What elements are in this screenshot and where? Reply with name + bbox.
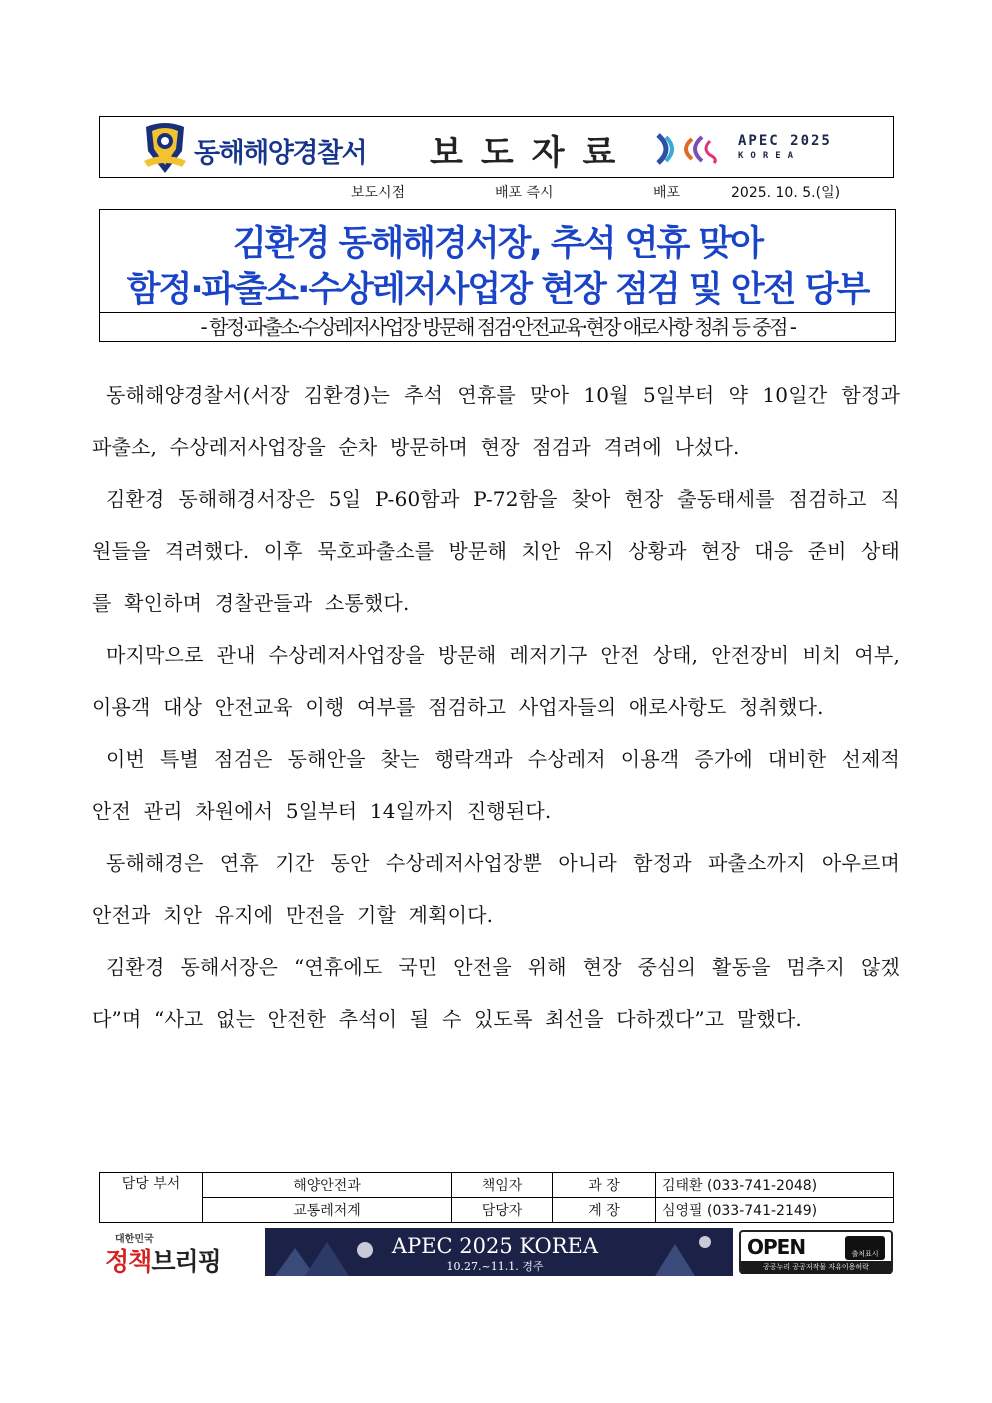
apec-logo-icon — [652, 131, 732, 167]
release-date-value: 2025. 10. 5.(일) — [731, 185, 841, 201]
headline-line-1: 김환경 동해해경서장, 추석 연휴 맞아 — [232, 224, 763, 264]
attribution-badge: 출처표시 — [845, 1236, 885, 1260]
footer-banner — [99, 1228, 896, 1278]
release-time-value: 배포 즉시 — [495, 185, 554, 201]
paragraph: 이번 특별 점검은 동해안을 찾는 행락객과 수상레저 이용객 증가에 대비한 선제적 안전 관리 차원에서 5일부터 14일까지 진행된다. — [92, 747, 900, 823]
apec-logo-text — [738, 134, 832, 164]
table-row — [100, 1198, 894, 1223]
policy-briefing-a: 정책 — [105, 1247, 152, 1276]
article-body — [92, 369, 900, 1045]
paragraph: 마지막으로 관내 수상레저사업장을 방문해 레저기구 안전 상태, 안전장비 비치 여부, 이용객 대상 안전교육 이행 여부를 점검하고 사업자들의 애로사항도 청취했다. — [92, 643, 900, 719]
paragraph: 김환경 동해서장은 “연휴에도 국민 안전을 위해 현장 중심의 활동을 멈추지 않겠다”며 “사고 없는 안전한 추석이 될 수 있도록 최선을 다하겠다”고 말했다. — [92, 955, 900, 1031]
dept-label: 담당 부서 — [100, 1173, 203, 1223]
release-time-label: 보도시점 — [351, 185, 406, 201]
org-name: 동해해양경찰서 — [194, 138, 367, 169]
paragraph: 동해해경은 연휴 기간 동안 수상레저사업장뿐 아니라 함정과 파출소까지 아우르며 안전과 치안 유지에 만전을 기할 계획이다. — [92, 851, 900, 927]
subheadline: - 함정·파출소·수상레저사업장 방문해 점검·안전교육·현장 애로사항 청취 등 중점 - — [100, 312, 895, 342]
title-2: 계 장 — [553, 1198, 656, 1223]
open-license-badge[interactable] — [739, 1230, 893, 1274]
role-2-label: 담당자 — [452, 1198, 553, 1223]
role-1-label: 책임자 — [452, 1173, 553, 1198]
person-2: 심영필 (033-741-2149) — [656, 1198, 894, 1223]
policy-briefing-b: 브리핑 — [151, 1247, 221, 1276]
release-info — [99, 180, 894, 202]
banner-date: 10.27.~11.1. 경주 — [446, 1260, 544, 1273]
paragraph: 김환경 동해해경서장은 5일 P-60함과 P-72함을 찾아 현장 출동태세를 점검하고 직원들을 격려했다. 이후 묵호파출소를 방문해 치안 유지 상황과 현장 대응 준비 상태를 확인하며 경찰관들과 소통했다. — [92, 487, 900, 615]
dept-1: 해양안전과 — [203, 1173, 452, 1198]
coast-guard-emblem-icon — [142, 121, 188, 175]
press-header — [99, 116, 894, 178]
policy-briefing-small: 대한민국 — [115, 1234, 154, 1245]
person-1: 김태환 (033-741-2048) — [656, 1173, 894, 1198]
apec-banner[interactable] — [265, 1228, 733, 1276]
release-date-label: 배포 — [653, 185, 681, 201]
open-text: OPEN — [747, 1235, 806, 1259]
dept-2: 교통레저계 — [203, 1198, 452, 1223]
open-caption: 공공누리 공공저작물 자유이용허락 — [741, 1261, 891, 1274]
press-release-title: 보도자료 — [430, 133, 634, 173]
apec-sub: KOREA — [738, 151, 801, 161]
banner-title: APEC 2025 KOREA — [391, 1234, 599, 1258]
headline-line-2: 함정·파출소·수상레저사업장 현장 점검 및 안전 당부 — [126, 270, 869, 310]
paragraph: 동해해양경찰서(서장 김환경)는 추석 연휴를 맞아 10월 5일부터 약 10일간 함정과 파출소, 수상레저사업장을 순차 방문하며 현장 점검과 격려에 나섰다. — [92, 383, 900, 459]
contact-table — [99, 1172, 894, 1223]
policy-briefing-logo[interactable] — [105, 1242, 221, 1278]
headline-box — [99, 209, 896, 342]
apec-title: APEC 2025 — [738, 133, 832, 149]
table-row — [100, 1173, 894, 1198]
title-1: 과 장 — [553, 1173, 656, 1198]
